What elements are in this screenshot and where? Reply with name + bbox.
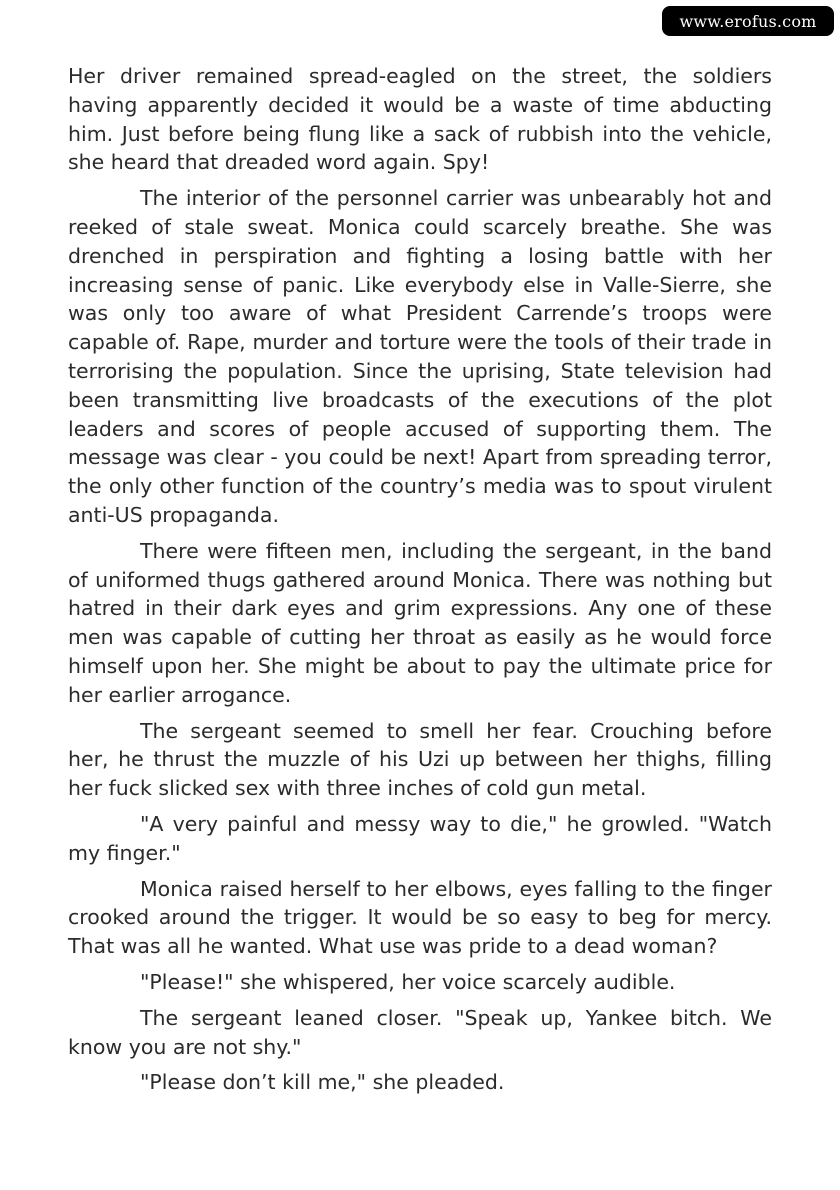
paragraph: "A very painful and messy way to die," he growled. "Watch my finger." bbox=[68, 811, 772, 865]
paragraph: Her driver remained spread-eagled on the street, the soldiers having apparently decided it would be a waste of time abducting him. Just before being flung like a sack of rubbish into the vehicle, she heard that dreaded word again. Spy! bbox=[68, 64, 772, 175]
paragraph: There were fifteen men, including the sergeant, in the band of uniformed thugs gathered around Monica. There was nothing but hatred in their dark eyes and grim expressions. Any one of these men was capable of cutting her throat as easily as he would force himself upon her. She might be about to pay the ultimate price for her earlier arrogance. bbox=[68, 538, 772, 707]
story-text bbox=[68, 62, 772, 1104]
watermark-logo bbox=[662, 6, 834, 36]
paragraph: Monica raised herself to her elbows, eyes falling to the finger crooked around the trigger. It would be so easy to beg for mercy. That was all he wanted. What use was pride to a dead woman? bbox=[68, 876, 772, 959]
paragraph: The interior of the personnel carrier was unbearably hot and reeked of stale sweat. Monica could scarcely breathe. She was drenched in perspiration and fighting a losing battle with her increasing sense of panic. Like everybody else in Valle-Sierre, she was only too aware of what President Carrende’s troops were capable of. Rape, murder and torture were the tools of their trade in terrorising the population. Since the uprising, State television had been transmitting live broadcasts of the executions of the plot leaders and scores of people accused of supporting them. The message was clear - you could be next! Apart from spreading terror, the only other function of the country’s media was to spout virulent anti-US propaganda. bbox=[68, 186, 772, 527]
watermark-text: www.erofus.com bbox=[679, 11, 817, 31]
paragraph: The sergeant seemed to smell her fear. Crouching before her, he thrust the muzzle of his Uzi up between her thighs, filling her fuck slicked sex with three inches of cold gun metal. bbox=[68, 718, 772, 801]
paragraph: The sergeant leaned closer. "Speak up, Yankee bitch. We know you are not shy." bbox=[68, 1005, 772, 1059]
paragraph: "Please!" she whispered, her voice scarcely audible. bbox=[140, 969, 676, 994]
paragraph: "Please don’t kill me," she pleaded. bbox=[140, 1070, 505, 1095]
